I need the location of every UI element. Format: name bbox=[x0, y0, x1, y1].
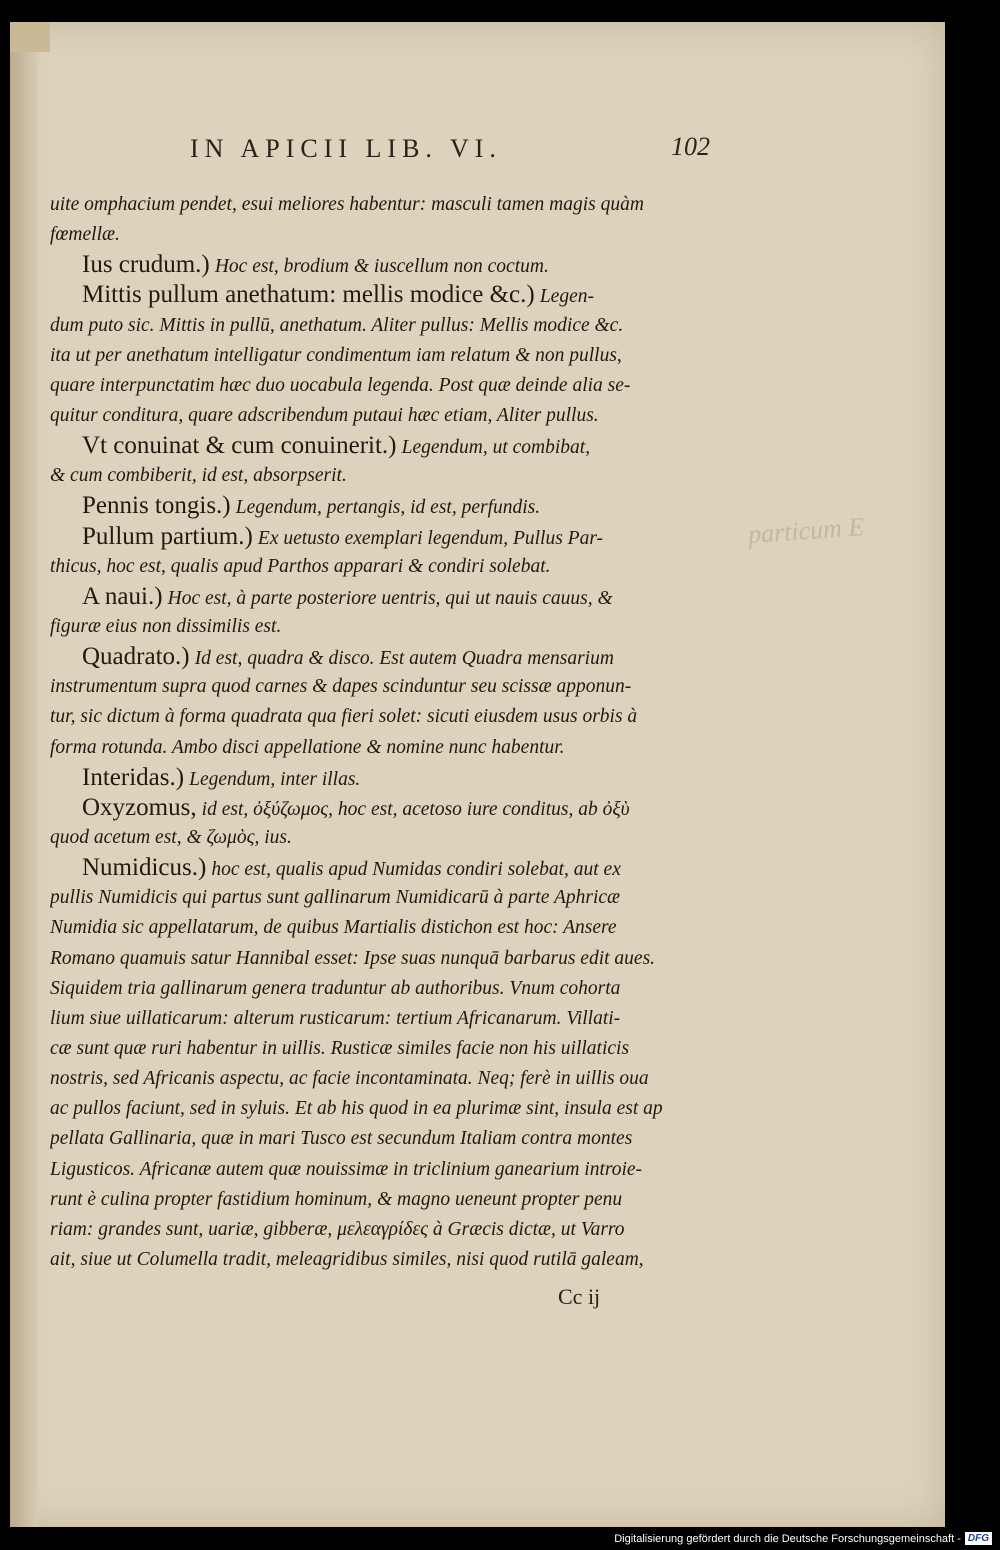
line-text: figuræ eius non dissimilis est. bbox=[50, 615, 282, 637]
text-line bbox=[50, 944, 710, 974]
line-text: & cum combiberit, id est, absorpserit. bbox=[50, 465, 347, 487]
line-text: runt è culina propter fastidium hominum, & magno ueneunt propter penu bbox=[50, 1188, 623, 1210]
text-line bbox=[50, 190, 710, 220]
line-text: quod acetum est, & ζωμὸς, ius. bbox=[50, 826, 292, 848]
footer-credit bbox=[614, 1532, 992, 1545]
lemma: Vt conuinat & cum conuinerit.) bbox=[82, 432, 397, 460]
signature-mark: Cc ij bbox=[558, 1284, 601, 1309]
page-header bbox=[190, 130, 710, 166]
text-line bbox=[50, 461, 710, 491]
line-text: instrumentum supra quod carnes & dapes scinduntur seu scissæ apponun- bbox=[50, 676, 632, 698]
line-text: Legen- bbox=[539, 286, 594, 308]
line-text: quitur conditura, quare adscribendum putaui hæc etiam, Aliter pullus. bbox=[50, 404, 599, 426]
text-line bbox=[50, 823, 710, 853]
text-line bbox=[50, 612, 710, 642]
lemma: Interidas.) bbox=[82, 763, 185, 791]
dfg-logo: DFG bbox=[965, 1532, 992, 1545]
text-line bbox=[50, 250, 710, 280]
lemma: Quadrato.) bbox=[82, 643, 190, 671]
text-line bbox=[50, 763, 710, 793]
line-text: Ligusticos. Africanæ autem quæ nouissimæ in triclinium ganearium introie- bbox=[50, 1158, 643, 1180]
lemma: Numidicus.) bbox=[82, 854, 207, 882]
lemma: Pullum partium.) bbox=[82, 522, 253, 550]
line-text: pellata Gallinaria, quæ in mari Tusco est secundum Italiam contra montes bbox=[50, 1128, 633, 1150]
lemma: Mittis pullum anethatum: mellis modice &c.) bbox=[82, 281, 535, 309]
text-line bbox=[50, 311, 710, 341]
text-line bbox=[50, 974, 710, 1004]
margin-note: particum E bbox=[747, 511, 866, 550]
text-line bbox=[50, 702, 710, 732]
text-line bbox=[50, 401, 710, 431]
text-line bbox=[50, 733, 710, 763]
line-text: ait, siue ut Columella tradit, meleagridibus similes, nisi quod rutilā galeam, bbox=[50, 1248, 644, 1270]
line-text: pullis Numidicis qui partus sunt gallinarum Numidicarū à parte Aphricæ bbox=[50, 887, 621, 909]
text-line bbox=[50, 1094, 710, 1124]
text-line bbox=[50, 522, 710, 552]
text-line bbox=[50, 1155, 710, 1185]
text-line bbox=[50, 371, 710, 401]
line-text: Numidia sic appellatarum, de quibus Martialis distichon est hoc: Ansere bbox=[50, 917, 617, 939]
lemma: Pennis tongis.) bbox=[82, 492, 231, 520]
line-text: quare interpunctatim hæc duo uocabula legenda. Post quæ deinde alia se- bbox=[50, 374, 631, 396]
line-text: hoc est, qualis apud Numidas condiri solebat, aut ex bbox=[211, 859, 621, 881]
text-line bbox=[50, 1124, 710, 1154]
line-text: Legendum, pertangis, id est, perfundis. bbox=[235, 497, 541, 519]
line-text: id est, ὀξύζωμος, hoc est, acetoso iure conditus, ab ὀξὺ bbox=[201, 798, 630, 820]
text-line bbox=[50, 1004, 710, 1034]
line-text: riam: grandes sunt, uariæ, gibberæ, μελεαγρίδες à Græcis dictæ, ut Varro bbox=[50, 1218, 625, 1240]
lemma: Oxyzomus, bbox=[82, 793, 197, 821]
text-line bbox=[50, 672, 710, 702]
line-text: Legendum, inter illas. bbox=[189, 768, 361, 790]
text-line bbox=[50, 853, 710, 883]
line-text: uite omphacium pendet, esui meliores habentur: masculi tamen magis quàm bbox=[50, 194, 644, 215]
text-line bbox=[50, 883, 710, 913]
text-line bbox=[50, 552, 710, 582]
lemma: Ius crudum.) bbox=[82, 251, 210, 279]
page-edge bbox=[10, 22, 38, 1527]
line-text: Romano quamuis satur Hannibal esset: Ipse suas nunquā barbarus edit aues. bbox=[50, 947, 656, 969]
text-line bbox=[50, 1034, 710, 1064]
text-line bbox=[50, 1185, 710, 1215]
line-text: ac pullos faciunt, sed in syluis. Et ab his quod in ea plurimæ sint, insula est ap bbox=[50, 1098, 663, 1120]
line-text: ita ut per anethatum intelligatur condimentum iam relatum & non pullus, bbox=[50, 344, 622, 366]
text-line bbox=[50, 1245, 710, 1275]
main-text bbox=[50, 190, 710, 1290]
text-line bbox=[50, 582, 710, 612]
running-head: IN APICII LIB. VI. bbox=[190, 134, 502, 163]
line-text: Legendum, ut combibat, bbox=[401, 437, 591, 459]
line-text: thicus, hoc est, qualis apud Parthos apparari & condiri solebat. bbox=[50, 555, 551, 577]
page-number: 102 bbox=[671, 132, 710, 161]
line-text: lium siue uillaticarum: alterum rusticarum: tertium Africanarum. Villati- bbox=[50, 1007, 621, 1029]
text-line bbox=[50, 1064, 710, 1094]
line-text: nostris, sed Africanis aspectu, ac facie incontaminata. Neq; ferè in uillis oua bbox=[50, 1068, 649, 1090]
footer-text: Digitalisierung gefördert durch die Deutsche Forschungsgemeinschaft - bbox=[614, 1532, 961, 1545]
line-text: Siquidem tria gallinarum genera traduntur ab authoribus. Vnum cohorta bbox=[50, 977, 621, 999]
line-text: fœmellæ. bbox=[50, 224, 120, 246]
text-line bbox=[50, 341, 710, 371]
text-line bbox=[50, 491, 710, 521]
line-text: cæ sunt quæ ruri habentur in uillis. Rusticæ similes facie non his uillaticis bbox=[50, 1037, 630, 1059]
text-line bbox=[50, 220, 710, 250]
line-text: Ex uetusto exemplari legendum, Pullus Par- bbox=[257, 527, 604, 549]
page-corner bbox=[10, 22, 50, 52]
text-line bbox=[50, 1215, 710, 1245]
lemma: A naui.) bbox=[82, 582, 163, 610]
book-page bbox=[10, 22, 945, 1527]
line-text: Hoc est, à parte posteriore uentris, qui ut nauis cauus, & bbox=[167, 587, 613, 609]
text-line bbox=[50, 913, 710, 943]
text-line bbox=[50, 431, 710, 461]
line-text: dum puto sic. Mittis in pullū, anethatum. Aliter pullus: Mellis modice &c. bbox=[50, 314, 624, 336]
text-line bbox=[50, 642, 710, 672]
line-text: Hoc est, brodium & iuscellum non coctum. bbox=[214, 256, 549, 278]
text-line bbox=[50, 280, 710, 310]
text-line bbox=[50, 793, 710, 823]
line-text: Id est, quadra & disco. Est autem Quadra mensarium bbox=[194, 648, 614, 670]
line-text: tur, sic dictum à forma quadrata qua fieri solet: sicuti eiusdem usus orbis à bbox=[50, 706, 638, 728]
line-text: forma rotunda. Ambo disci appellatione & nomine nunc habentur. bbox=[50, 736, 565, 758]
